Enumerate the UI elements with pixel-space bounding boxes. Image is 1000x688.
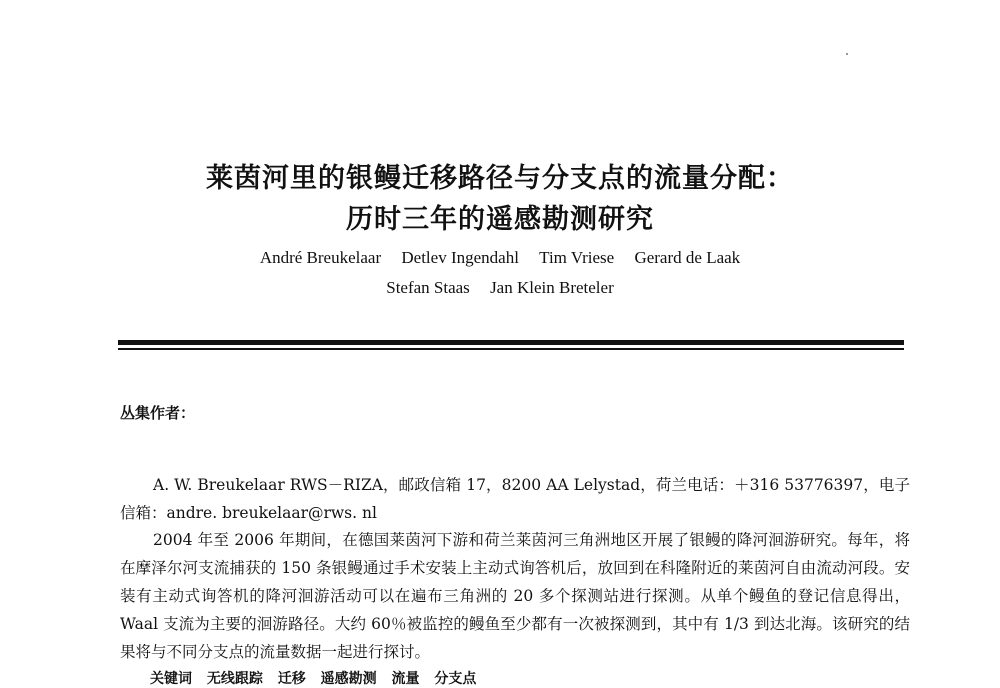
paper-title-line-2: 历时三年的遥感勘测研究 <box>346 204 654 235</box>
contact-paragraph: A. W. Breukelaar RWS－RIZA，邮政信箱 17，8200 AA Lelystad，荷兰电话：＋316 53776397，电子信箱：andre. breukelaar@rws. nl <box>120 475 910 522</box>
section-label-corresponding-author: 丛集作者： <box>120 404 196 422</box>
abstract-paragraph: 2004 年至 2006 年期间，在德国莱茵河下游和荷兰莱茵河三角洲地区开展了银鳗的降河洄游研究。每年，将在摩泽尔河支流捕获的 150 条银鳗通过手术安装上主动式询答机后，放回到在科隆附近的莱茵河自由流动河段。安装有主动式询答机的降河洄游活动可以在遍布三角洲的 20 多个探测站进行探测。从单个鳗鱼的登记信息得出，Waal 支流为主要的洄游路径。大约 60％被监控的鳗鱼至少都有一次被探测到，其中有 1/3 到达北海。该研究的结果将与不同分支点的流量数据一起进行探讨。 <box>120 530 910 661</box>
author-name: André Breukelaar <box>259 248 382 267</box>
header-rule-thick <box>118 340 904 345</box>
keyword: 无线跟踪 <box>206 671 263 687</box>
keyword: 迁移 <box>277 671 306 687</box>
author-line-1 <box>0 248 1000 268</box>
author-name: Detlev Ingendahl <box>401 248 519 267</box>
author-line-2 <box>0 278 1000 298</box>
author-name: Jan Klein Breteler <box>490 278 614 297</box>
keyword: 遥感勘测 <box>320 671 377 687</box>
header-rule-thin <box>118 348 904 350</box>
keyword: 流量 <box>391 671 420 687</box>
keyword: 关键词 <box>150 671 192 687</box>
author-name: Tim Vriese <box>539 248 615 267</box>
author-name: Stefan Staas <box>386 278 470 297</box>
keywords-line <box>150 668 486 688</box>
scan-speck <box>846 53 848 55</box>
keyword: 分支点 <box>434 671 477 687</box>
paper-title-line-1: 莱茵河里的银鳗迁移路径与分支点的流量分配： <box>206 163 794 194</box>
author-name: Gerard de Laak <box>634 248 741 267</box>
